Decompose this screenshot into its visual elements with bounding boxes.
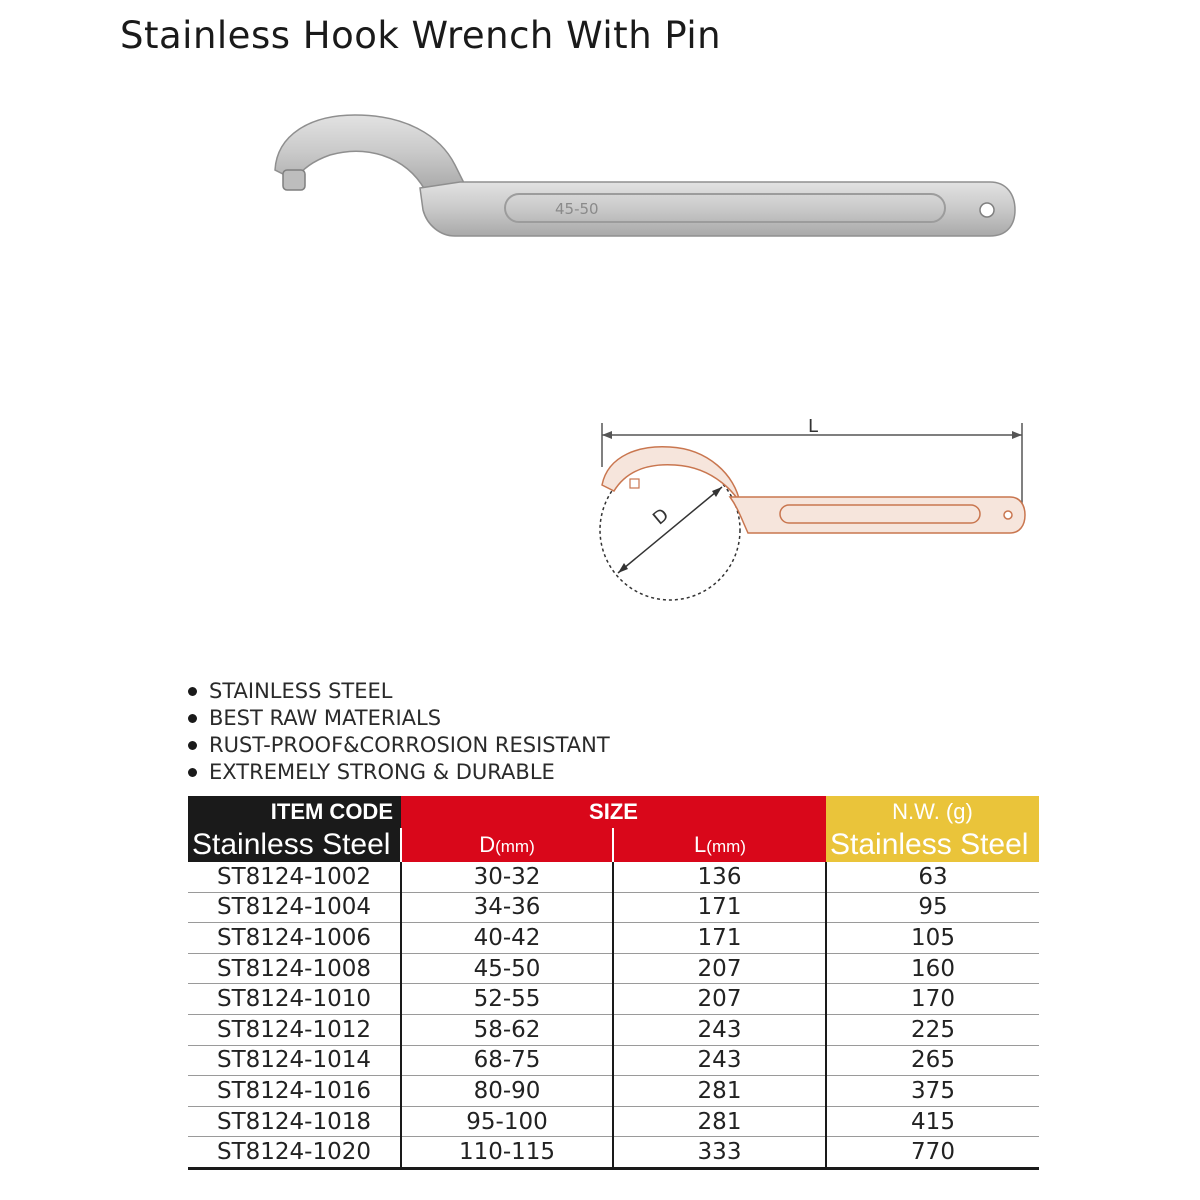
item-code: ST8124-1006 xyxy=(188,923,401,954)
item-code: ST8124-1018 xyxy=(188,1106,401,1137)
diameter-label: D xyxy=(648,504,674,530)
item-code: ST8124-1016 xyxy=(188,1076,401,1107)
length-value: 333 xyxy=(613,1137,826,1169)
feature-list xyxy=(188,678,610,786)
item-code: ST8124-1008 xyxy=(188,953,401,984)
length-value: 207 xyxy=(613,953,826,984)
net-weight-header: N.W. (g) xyxy=(826,796,1039,828)
material-header-left: Stainless Steel xyxy=(188,828,401,862)
diameter-value: 30-32 xyxy=(401,862,613,892)
item-code: ST8124-1002 xyxy=(188,862,401,892)
item-code-header: ITEM CODE xyxy=(188,796,401,828)
length-value: 171 xyxy=(613,892,826,923)
weight-value: 160 xyxy=(826,953,1039,984)
item-code: ST8124-1004 xyxy=(188,892,401,923)
diameter-header: D(mm) xyxy=(401,828,613,862)
length-label: L xyxy=(808,416,819,437)
diameter-value: 58-62 xyxy=(401,1014,613,1045)
table-row xyxy=(188,984,1039,1015)
spec-table xyxy=(188,796,1039,1170)
table-row xyxy=(188,923,1039,954)
weight-value: 225 xyxy=(826,1014,1039,1045)
weight-value: 375 xyxy=(826,1076,1039,1107)
length-value: 243 xyxy=(613,1045,826,1076)
dimension-diagram xyxy=(590,405,1040,615)
size-header: SIZE xyxy=(401,796,826,828)
table-row xyxy=(188,892,1039,923)
bullet-icon xyxy=(188,768,197,777)
diameter-dimension-line xyxy=(618,487,722,573)
diameter-value: 95-100 xyxy=(401,1106,613,1137)
diameter-value: 45-50 xyxy=(401,953,613,984)
weight-value: 170 xyxy=(826,984,1039,1015)
diameter-value: 80-90 xyxy=(401,1076,613,1107)
table-row xyxy=(188,1014,1039,1045)
bullet-icon xyxy=(188,687,197,696)
page-title: Stainless Hook Wrench With Pin xyxy=(120,14,722,57)
bullet-icon xyxy=(188,714,197,723)
diagram-wrench-hook xyxy=(602,447,750,525)
wrench-hole xyxy=(980,203,994,217)
weight-value: 770 xyxy=(826,1137,1039,1169)
length-header: L(mm) xyxy=(613,828,826,862)
feature-item: RUST-PROOF&CORROSION RESISTANT xyxy=(188,732,610,759)
diameter-value: 52-55 xyxy=(401,984,613,1015)
diagram-wrench-handle xyxy=(730,497,1025,533)
wrench-engraving: 45-50 xyxy=(555,200,599,218)
item-code: ST8124-1014 xyxy=(188,1045,401,1076)
weight-value: 265 xyxy=(826,1045,1039,1076)
weight-value: 95 xyxy=(826,892,1039,923)
weight-value: 63 xyxy=(826,862,1039,892)
length-value: 207 xyxy=(613,984,826,1015)
weight-value: 105 xyxy=(826,923,1039,954)
length-value: 281 xyxy=(613,1106,826,1137)
item-code: ST8124-1010 xyxy=(188,984,401,1015)
table-row xyxy=(188,953,1039,984)
length-value: 243 xyxy=(613,1014,826,1045)
item-code: ST8124-1020 xyxy=(188,1137,401,1169)
diameter-value: 68-75 xyxy=(401,1045,613,1076)
table-row xyxy=(188,1137,1039,1169)
feature-item: EXTREMELY STRONG & DURABLE xyxy=(188,759,610,786)
diameter-value: 34-36 xyxy=(401,892,613,923)
feature-item: STAINLESS STEEL xyxy=(188,678,610,705)
wrench-handle xyxy=(420,182,1015,236)
wrench-photo xyxy=(255,110,1025,260)
bullet-icon xyxy=(188,741,197,750)
diameter-value: 110-115 xyxy=(401,1137,613,1169)
diameter-value: 40-42 xyxy=(401,923,613,954)
length-value: 171 xyxy=(613,923,826,954)
table-row xyxy=(188,1076,1039,1107)
feature-item: BEST RAW MATERIALS xyxy=(188,705,610,732)
material-header-right: Stainless Steel xyxy=(826,828,1039,862)
table-row xyxy=(188,1106,1039,1137)
wrench-pin xyxy=(283,170,305,190)
table-row xyxy=(188,1045,1039,1076)
weight-value: 415 xyxy=(826,1106,1039,1137)
table-row xyxy=(188,862,1039,892)
length-value: 281 xyxy=(613,1076,826,1107)
length-value: 136 xyxy=(613,862,826,892)
item-code: ST8124-1012 xyxy=(188,1014,401,1045)
